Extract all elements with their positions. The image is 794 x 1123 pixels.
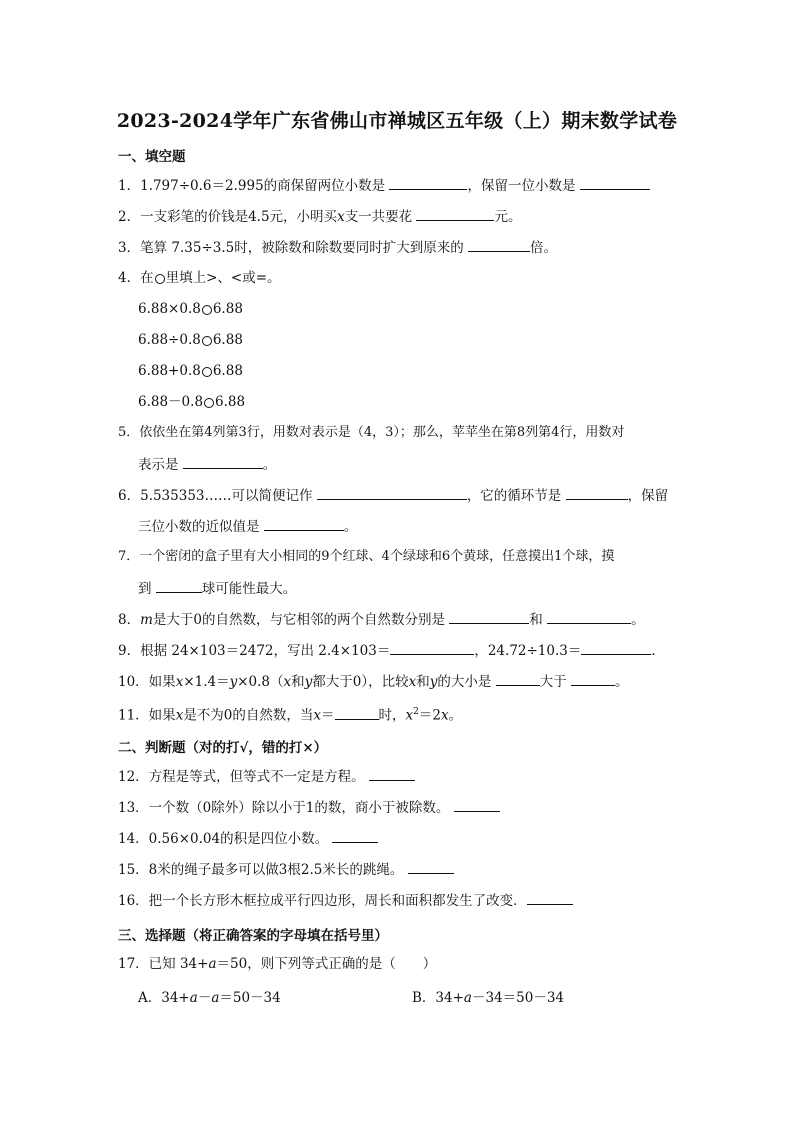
answer-blank[interactable] <box>317 486 467 500</box>
section-multiple-choice: 三、选择题（将正确答案的字母填在括号里） <box>118 928 388 944</box>
question-16: 16．把一个长方形木框拉成平行四边形，周长和面积都发生了改变． <box>118 891 573 910</box>
circle-icon <box>155 274 165 284</box>
question-4-item: 6.88÷0.8 6.88 <box>138 332 243 348</box>
question-1: 1．1.797÷0.6＝2.995的商保留两位小数是 ，保留一位小数是 <box>118 176 650 195</box>
question-3: 3．笔算 7.35÷3.5时，被除数和除数要同时扩大到原来的 倍。 <box>118 240 558 256</box>
question-10: 10．如果x×1.4＝y×0.8（x和y都大于0），比较x和y的大小是 大于 。 <box>118 674 629 690</box>
compare-circle[interactable] <box>202 336 212 346</box>
answer-blank[interactable] <box>335 706 379 720</box>
answer-blank[interactable] <box>156 579 202 593</box>
question-17: 17．已知 34+a＝50，则下列等式正确的是（ ） <box>118 956 437 972</box>
option-b[interactable]: B．34+a－34＝50－34 <box>412 990 565 1006</box>
question-5-cont: 表示是 。 <box>138 457 277 473</box>
question-9: 9．根据 24×103＝2472，写出 2.4×103＝ ，24.72÷10.3＝ ． <box>118 643 665 659</box>
question-6: 6．5.535353……可以简便记作 ，它的循环节是 ，保留 <box>118 488 669 504</box>
compare-circle[interactable] <box>204 398 214 408</box>
answer-blank[interactable] <box>496 672 540 686</box>
answer-blank[interactable] <box>449 610 529 624</box>
question-4-item: 6.88×0.8 6.88 <box>138 301 243 317</box>
section-true-false: 二、判断题（对的打√，错的打×） <box>118 740 328 756</box>
question-8: 8．m是大于0的自然数，与它相邻的两个自然数分别是 和 。 <box>118 612 645 628</box>
answer-blank[interactable] <box>580 176 650 190</box>
question-4-item: 6.88+0.8 6.88 <box>138 363 243 379</box>
answer-blank[interactable] <box>547 610 631 624</box>
answer-blank[interactable] <box>566 486 628 500</box>
answer-blank[interactable] <box>264 517 344 531</box>
answer-blank[interactable] <box>468 238 530 252</box>
answer-blank[interactable] <box>408 860 454 874</box>
question-6-cont: 三位小数的近似值是 。 <box>138 519 358 535</box>
question-13: 13．一个数（0除外）除以小于1的数，商小于被除数。 <box>118 798 500 817</box>
answer-blank[interactable] <box>454 798 500 812</box>
question-7: 7．一个密闭的盒子里有大小相同的9个红球、4个绿球和6个黄球，任意摸出1个球，摸 <box>118 549 615 564</box>
question-5: 5．依依坐在第4列第3行，用数对表示是（4，3）；那么，苹苹坐在第8列第4行，用数对 <box>118 425 625 440</box>
answer-blank[interactable] <box>390 641 474 655</box>
answer-blank[interactable] <box>416 207 494 221</box>
question-7-cont: 到 球可能性最大。 <box>138 581 297 597</box>
answer-blank[interactable] <box>389 176 467 190</box>
question-4-item: 6.88－0.8 6.88 <box>138 394 246 410</box>
option-a[interactable]: A．34+a－a＝50－34 <box>138 990 281 1006</box>
answer-blank[interactable] <box>527 891 573 905</box>
answer-blank[interactable] <box>183 455 263 469</box>
page-title: 2023-2024学年广东省佛山市禅城区五年级（上）期末数学试卷 <box>116 110 678 132</box>
question-12: 12．方程是等式，但等式不一定是方程。 <box>118 767 415 786</box>
answer-blank[interactable] <box>332 829 378 843</box>
answer-blank[interactable] <box>369 767 415 781</box>
question-14: 14．0.56×0.04的积是四位小数。 <box>118 829 378 848</box>
answer-blank[interactable] <box>571 672 615 686</box>
question-4: 4．在 里填上>、<或=。 <box>118 270 281 286</box>
section-fill-in: 一、填空题 <box>118 149 186 165</box>
question-15: 15．8米的绳子最多可以做3根2.5米长的跳绳。 <box>118 860 454 879</box>
question-11: 11．如果x是不为0的自然数，当x＝ 时，$x^2=2x$。 <box>118 707 463 724</box>
compare-circle[interactable] <box>202 305 212 315</box>
compare-circle[interactable] <box>202 367 212 377</box>
answer-blank[interactable] <box>581 641 651 655</box>
question-2: 2．一支彩笔的价钱是4.5元，小明买x支一共要花 元。 <box>118 209 522 225</box>
